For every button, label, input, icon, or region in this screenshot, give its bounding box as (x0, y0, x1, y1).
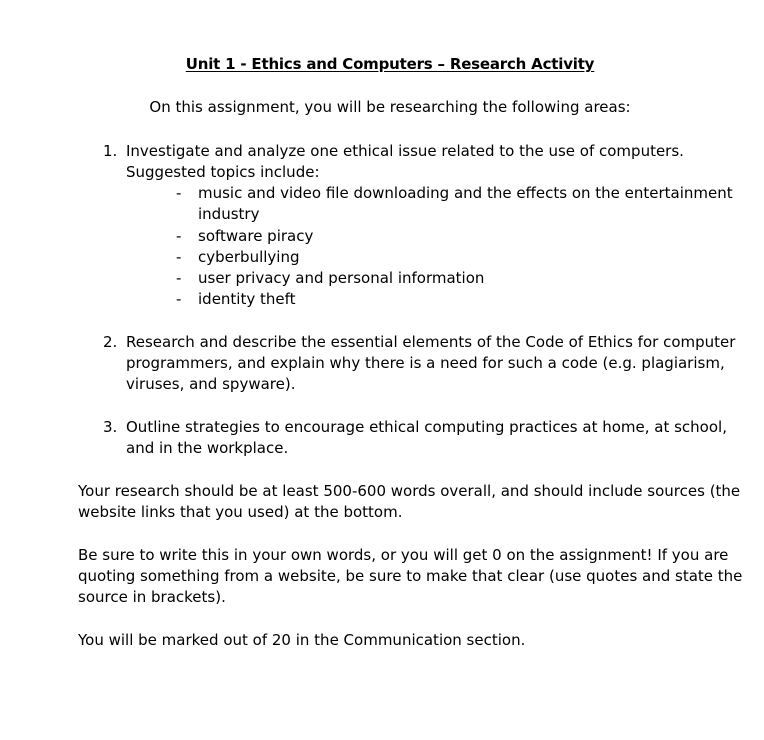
topic-2-bullet: - (176, 227, 182, 245)
topic-3-bullet: - (176, 248, 182, 266)
paragraph-2-line-2: quoting something from a website, be sure to make that clear (use quotes and state the (78, 567, 743, 585)
item-2-line-1: Research and describe the essential elements of the Code of Ethics for computer (126, 333, 736, 351)
intro-text: On this assignment, you will be researching the following areas: (149, 98, 631, 116)
topic-4-bullet: - (176, 269, 182, 287)
paragraph-1-line-2: website links that you used) at the bottom. (78, 503, 403, 521)
page-title: Unit 1 - Ethics and Computers – Research Activity (185, 55, 595, 73)
topic-3-line-1: cyberbullying (198, 248, 300, 266)
paragraph-1-line-1: Your research should be at least 500-600 words overall, and should include sources (the (78, 482, 741, 500)
topic-5-bullet: - (176, 290, 182, 308)
item-2-line-3: viruses, and spyware). (126, 375, 296, 393)
item-1-line-1: Investigate and analyze one ethical issue related to the use of computers. (126, 142, 684, 160)
item-3-line-1: Outline strategies to encourage ethical computing practices at home, at school, (126, 418, 727, 436)
topic-2-line-1: software piracy (198, 227, 314, 245)
topic-4-line-1: user privacy and personal information (198, 269, 485, 287)
item-2-number: 2. (103, 333, 118, 351)
item-3-number: 3. (103, 418, 118, 436)
paragraph-3-line-1: You will be marked out of 20 in the Communication section. (78, 631, 526, 649)
item-3-line-2: and in the workplace. (126, 439, 289, 457)
item-1-number: 1. (103, 142, 118, 160)
item-2-line-2: programmers, and explain why there is a need for such a code (e.g. plagiarism, (126, 354, 725, 372)
topic-5-line-1: identity theft (198, 290, 296, 308)
topic-1-line-1: music and video file downloading and the effects on the entertainment (198, 184, 733, 202)
topic-1-bullet: - (176, 184, 182, 202)
paragraph-2-line-1: Be sure to write this in your own words, or you will get 0 on the assignment! If you are (78, 546, 729, 564)
item-1-line-2: Suggested topics include: (126, 163, 320, 181)
paragraph-2-line-3: source in brackets). (78, 588, 226, 606)
topic-1-line-2: industry (198, 205, 260, 223)
